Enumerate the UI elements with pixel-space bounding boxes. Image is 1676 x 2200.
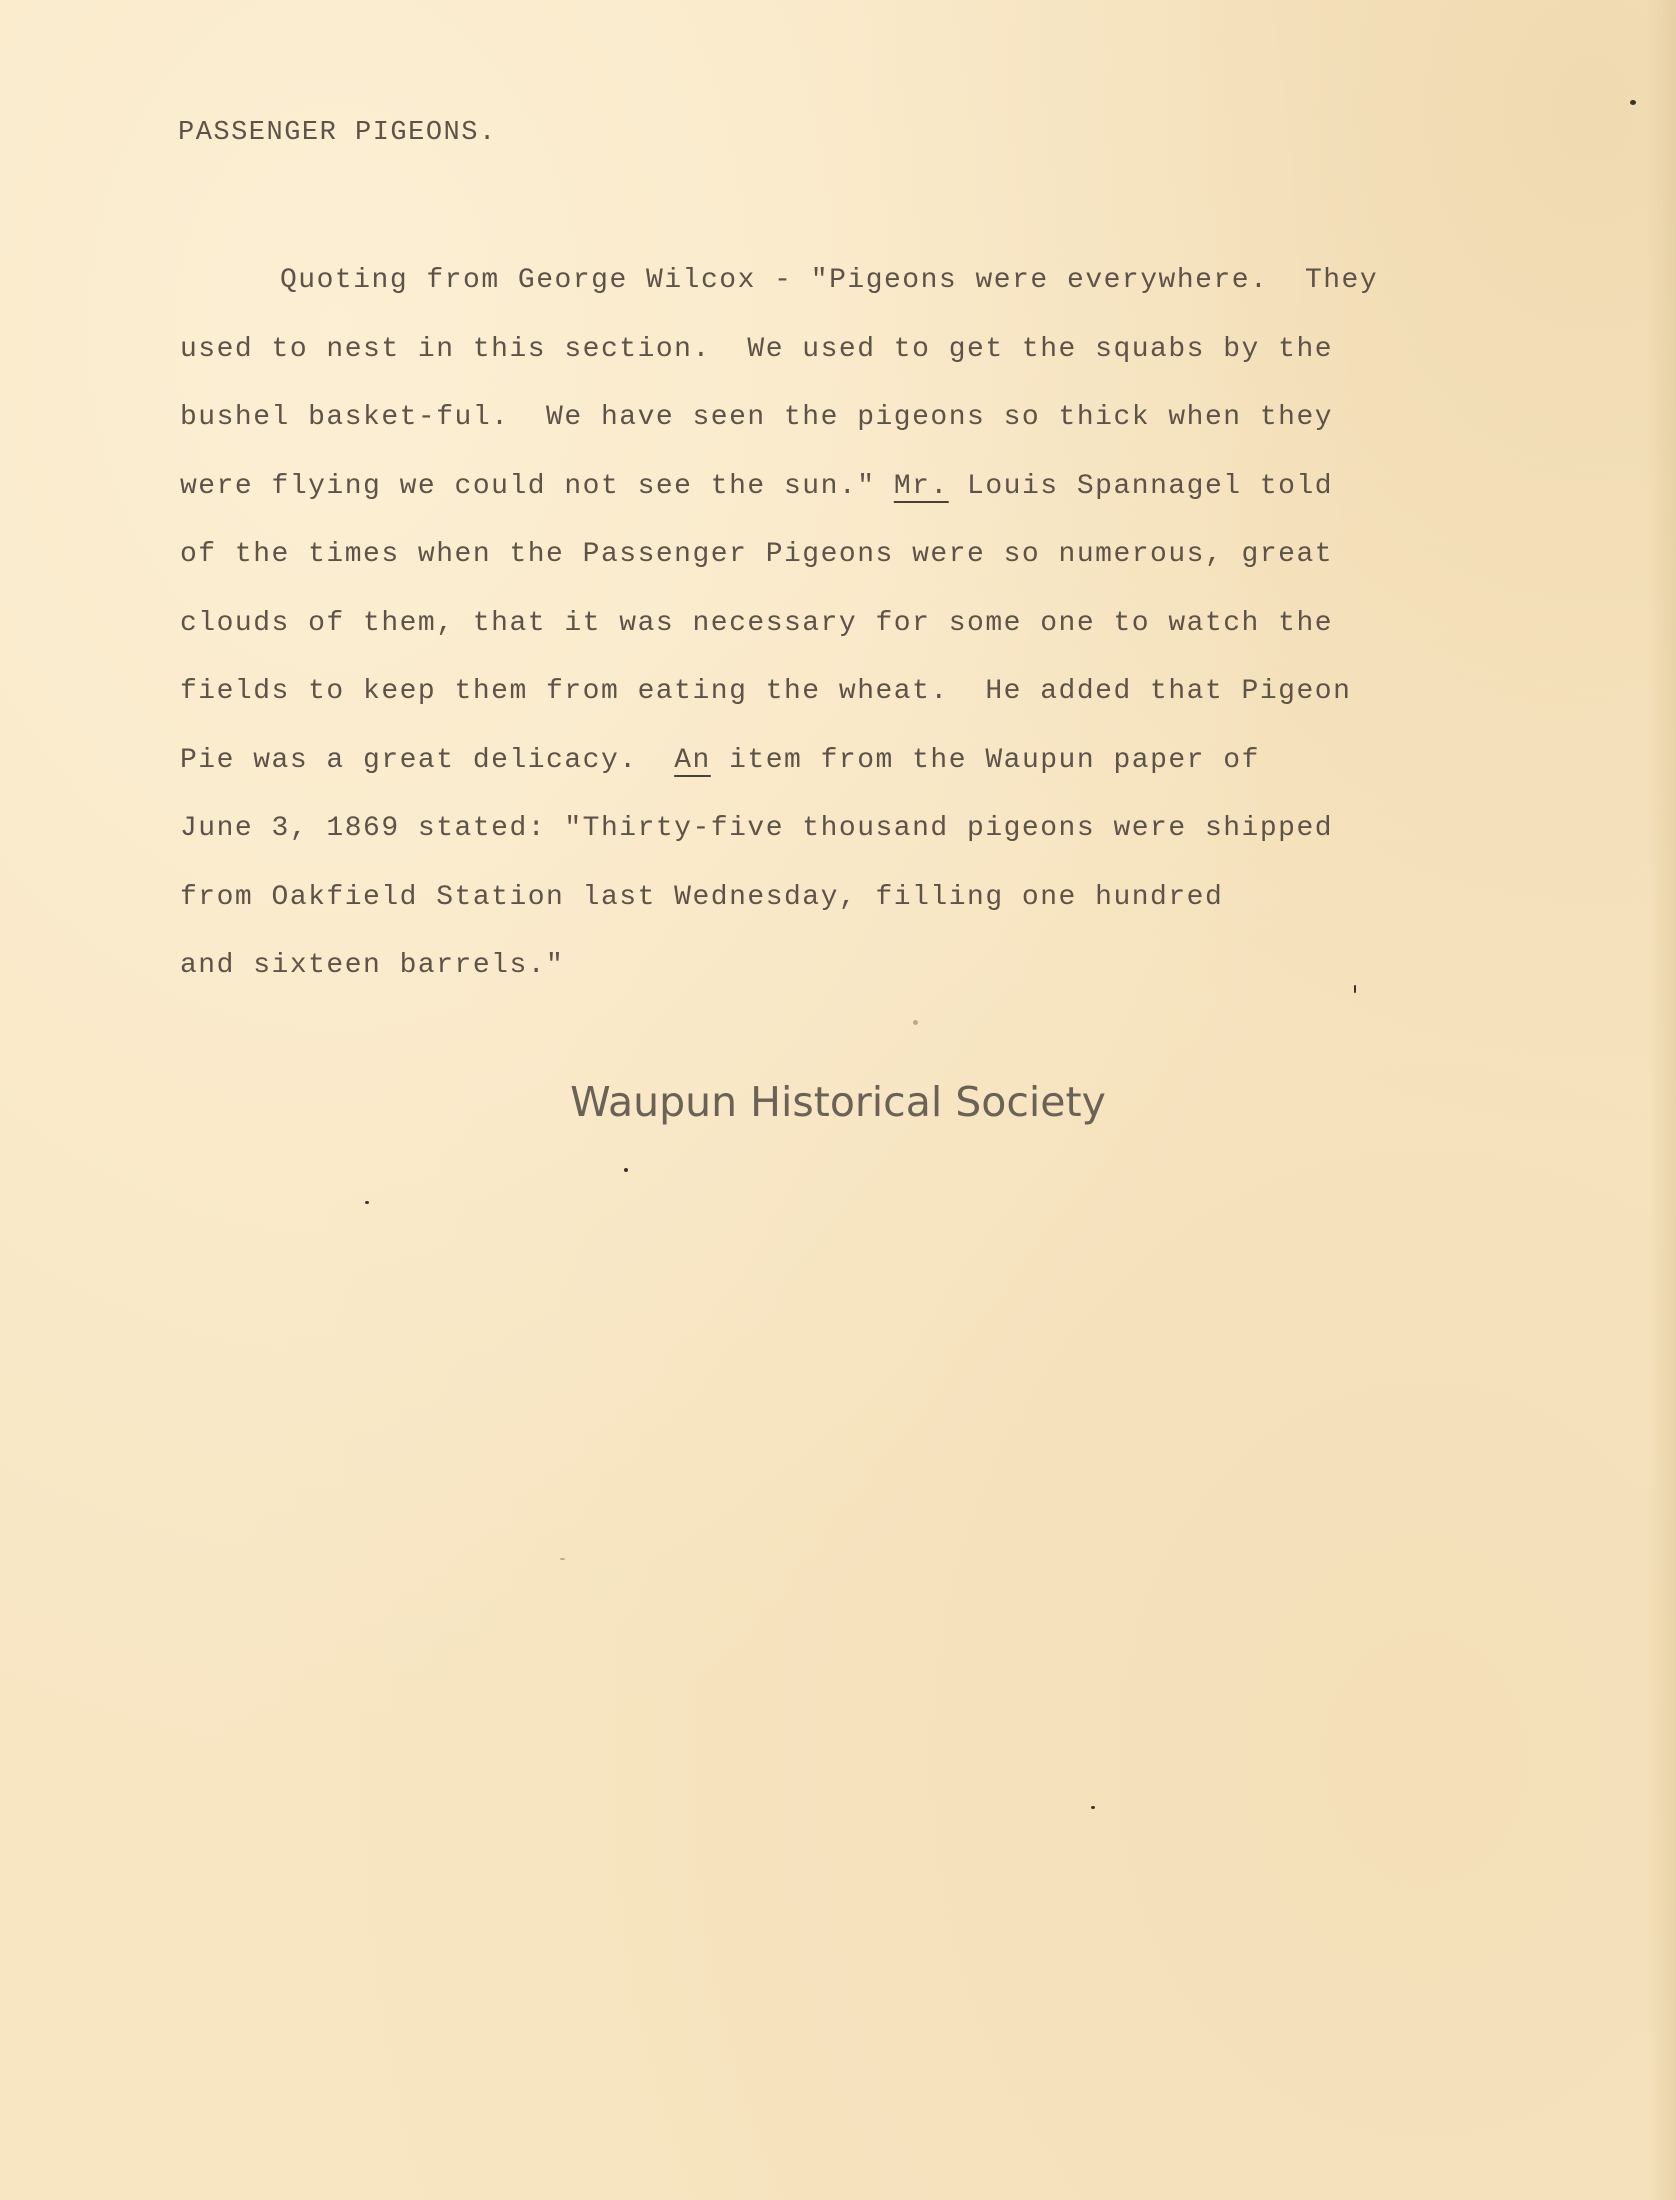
body-line-segment: Pie was a great delicacy. bbox=[180, 744, 675, 776]
body-line-segment: item from the Waupun paper of bbox=[710, 744, 1260, 776]
paper-speck bbox=[1630, 100, 1636, 105]
paper-speck bbox=[1091, 1806, 1095, 1809]
paragraph-mark: Mr. bbox=[893, 470, 949, 502]
body-line-segment: Louis Spannagel told bbox=[948, 470, 1334, 502]
body-line: bushel basket-ful. We have seen the pigeons so thick when they bbox=[180, 402, 1334, 433]
body-line: fields to keep them from eating the wheat. He added that Pigeon bbox=[180, 676, 1352, 707]
paper-speck bbox=[365, 1201, 369, 1204]
body-line: used to nest in this section. We used to get the squabs by the bbox=[180, 333, 1334, 365]
paper-speck bbox=[1354, 985, 1356, 993]
body-line bbox=[180, 727, 1500, 796]
body-line: Quoting from George Wilcox - "Pigeons were everywhere. They bbox=[280, 265, 1379, 296]
body-line: of the times when the Passenger Pigeons were so numerous, great bbox=[180, 539, 1334, 570]
paper-speck bbox=[624, 1168, 628, 1172]
document-body bbox=[180, 247, 1500, 1001]
paper-speck bbox=[560, 1558, 565, 1560]
body-line-segment: were flying we could not see the sun." bbox=[180, 470, 894, 502]
body-line bbox=[180, 453, 1500, 522]
document-heading: PASSENGER PIGEONS. bbox=[178, 118, 497, 148]
body-line: clouds of them, that it was necessary for some one to watch the bbox=[180, 607, 1334, 639]
body-line: from Oakfield Station last Wednesday, filling one hundred bbox=[180, 881, 1224, 913]
watermark: Waupun Historical Society bbox=[570, 1078, 1106, 1126]
body-line: June 3, 1869 stated: "Thirty-five thousand pigeons were shipped bbox=[180, 813, 1334, 844]
body-line: and sixteen barrels." bbox=[180, 950, 565, 981]
paper-speck bbox=[913, 1020, 918, 1025]
paragraph-mark: An bbox=[674, 744, 711, 776]
